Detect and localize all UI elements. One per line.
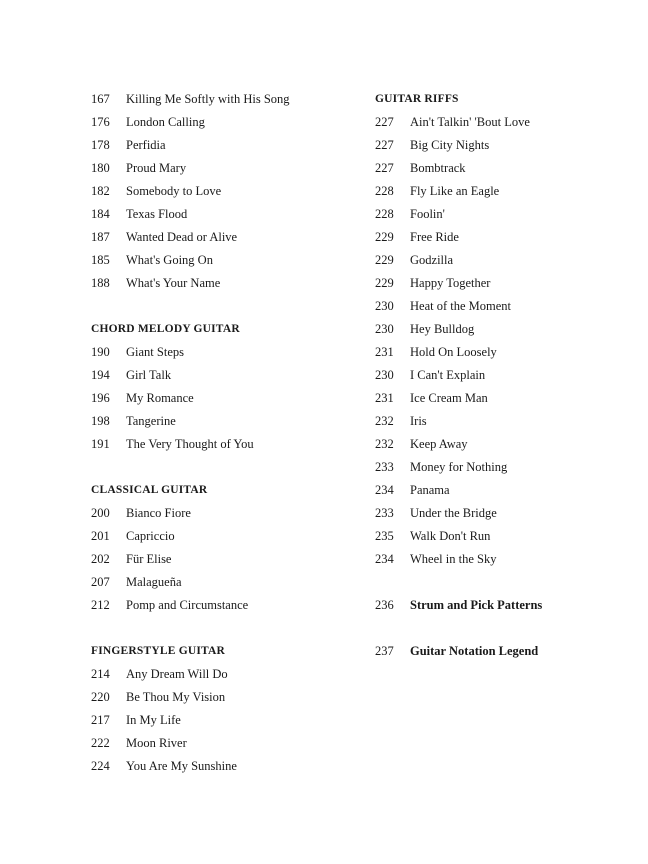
song-title: Hold On Loosely — [410, 345, 497, 359]
page-number: 235 — [375, 529, 394, 543]
toc-entry[interactable] — [375, 134, 615, 157]
page-number: 217 — [91, 713, 110, 727]
song-title: Iris — [410, 414, 427, 428]
page-number: 201 — [91, 529, 110, 543]
song-title: I Can't Explain — [410, 368, 486, 382]
song-title: Killing Me Softly with His Song — [126, 92, 290, 106]
page-number: 222 — [91, 736, 110, 750]
page-number: 198 — [91, 414, 110, 428]
page-number: 207 — [91, 575, 110, 589]
song-title: Under the Bridge — [410, 506, 497, 520]
section-spacer — [375, 571, 615, 594]
song-title: Malagueña — [126, 575, 182, 589]
song-title: Giant Steps — [126, 345, 184, 359]
toc-entry[interactable] — [375, 111, 615, 134]
song-title: Free Ride — [410, 230, 459, 244]
song-title: Texas Flood — [126, 207, 188, 221]
toc-entry[interactable] — [91, 341, 351, 364]
toc-entry[interactable] — [375, 226, 615, 249]
page-number: 232 — [375, 437, 394, 451]
song-title: What's Your Name — [126, 276, 221, 290]
song-title: Capriccio — [126, 529, 175, 543]
toc-entry[interactable] — [375, 525, 615, 548]
song-title: Big City Nights — [410, 138, 490, 152]
section-classical-guitar — [91, 479, 351, 617]
toc-entry[interactable] — [91, 502, 351, 525]
toc-entry[interactable] — [91, 732, 351, 755]
page-number: 232 — [375, 414, 394, 428]
song-title: Somebody to Love — [126, 184, 222, 198]
song-title: Moon River — [126, 736, 187, 750]
section-spacer — [91, 617, 351, 640]
page-number: 230 — [375, 299, 394, 313]
page-number: 231 — [375, 391, 394, 405]
page-number: 200 — [91, 506, 110, 520]
song-title: Girl Talk — [126, 368, 172, 382]
section-heading: CLASSICAL GUITAR — [91, 484, 208, 496]
toc-entry-strum-and-pick-patterns[interactable] — [375, 594, 615, 617]
toc-entry[interactable] — [375, 318, 615, 341]
page-number: 234 — [375, 552, 394, 566]
section-spacer — [91, 456, 351, 479]
top-entries-list — [91, 88, 351, 295]
toc-entry[interactable] — [91, 180, 351, 203]
toc-entry[interactable] — [91, 525, 351, 548]
toc-entry[interactable] — [91, 226, 351, 249]
toc-entry[interactable] — [375, 272, 615, 295]
toc-entry[interactable] — [375, 341, 615, 364]
toc-entry-guitar-notation-legend[interactable] — [375, 640, 615, 663]
toc-entry[interactable] — [91, 709, 351, 732]
song-title: What's Going On — [126, 253, 213, 267]
song-title: Panama — [410, 483, 450, 497]
toc-entry[interactable] — [375, 249, 615, 272]
song-title: The Very Thought of You — [126, 437, 254, 451]
toc-entry[interactable] — [375, 479, 615, 502]
section-chord-melody-guitar — [91, 318, 351, 456]
toc-entry[interactable] — [91, 686, 351, 709]
toc-entry[interactable] — [91, 548, 351, 571]
page-number: 214 — [91, 667, 110, 681]
toc-entry[interactable] — [375, 456, 615, 479]
section-heading: CHORD MELODY GUITAR — [91, 323, 240, 335]
song-title: London Calling — [126, 115, 205, 129]
page-number: 187 — [91, 230, 110, 244]
toc-entry[interactable] — [375, 157, 615, 180]
page-number: 230 — [375, 368, 394, 382]
page-number: 228 — [375, 207, 394, 221]
toc-entry[interactable] — [91, 157, 351, 180]
song-title: Hey Bulldog — [410, 322, 475, 336]
page-number: 233 — [375, 506, 394, 520]
song-title: Godzilla — [410, 253, 454, 267]
section-guitar-riffs — [375, 88, 615, 571]
toc-entry[interactable] — [375, 364, 615, 387]
page-number: 176 — [91, 115, 110, 129]
page-number: 180 — [91, 161, 110, 175]
page-number: 220 — [91, 690, 110, 704]
song-title: Wanted Dead or Alive — [126, 230, 238, 244]
song-title: My Romance — [126, 391, 194, 405]
song-title: Money for Nothing — [410, 460, 508, 474]
toc-entry[interactable] — [375, 387, 615, 410]
section-title: Strum and Pick Patterns — [410, 598, 543, 612]
song-title: In My Life — [126, 713, 181, 727]
song-title: Ice Cream Man — [410, 391, 488, 405]
toc-entry[interactable] — [91, 111, 351, 134]
page-number: 237 — [375, 644, 394, 658]
toc-entry[interactable] — [91, 88, 351, 111]
song-title: Proud Mary — [126, 161, 187, 175]
song-title: Happy Together — [410, 276, 491, 290]
toc-entry[interactable] — [91, 433, 351, 456]
song-title: Wheel in the Sky — [410, 552, 497, 566]
toc-entry[interactable] — [91, 272, 351, 295]
song-title: Fly Like an Eagle — [410, 184, 500, 198]
toc-entry[interactable] — [91, 410, 351, 433]
song-title: Bianco Fiore — [126, 506, 191, 520]
toc-entry[interactable] — [375, 433, 615, 456]
page-number: 233 — [375, 460, 394, 474]
page-number: 178 — [91, 138, 110, 152]
page-number: 236 — [375, 598, 394, 612]
song-title: Heat of the Moment — [410, 299, 512, 313]
song-title: Be Thou My Vision — [126, 690, 226, 704]
toc-entry[interactable] — [91, 249, 351, 272]
page-number: 229 — [375, 276, 394, 290]
toc-entry[interactable] — [375, 548, 615, 571]
page-number: 167 — [91, 92, 110, 106]
toc-entry[interactable] — [91, 134, 351, 157]
toc-entry[interactable] — [91, 663, 351, 686]
toc-entry[interactable] — [91, 594, 351, 617]
page-number: 229 — [375, 230, 394, 244]
page-number: 230 — [375, 322, 394, 336]
page-number: 191 — [91, 437, 110, 451]
page-number: 188 — [91, 276, 110, 290]
section-heading: FINGERSTYLE GUITAR — [91, 645, 226, 657]
toc-entry[interactable] — [91, 755, 351, 778]
section-spacer — [375, 617, 615, 640]
page-number: 234 — [375, 483, 394, 497]
page-number: 202 — [91, 552, 110, 566]
song-title: Keep Away — [410, 437, 468, 451]
toc-entry[interactable] — [375, 410, 615, 433]
page-number: 212 — [91, 598, 110, 612]
song-title: Für Elise — [126, 552, 172, 566]
song-title: Tangerine — [126, 414, 176, 428]
song-title: Any Dream Will Do — [126, 667, 228, 681]
toc-entry[interactable] — [91, 571, 351, 594]
toc-entry[interactable] — [375, 203, 615, 226]
page-number: 228 — [375, 184, 394, 198]
song-title: Pomp and Circumstance — [126, 598, 249, 612]
page-number: 227 — [375, 115, 394, 129]
song-title: Ain't Talkin' 'Bout Love — [410, 115, 530, 129]
page-number: 231 — [375, 345, 394, 359]
page-number: 224 — [91, 759, 110, 773]
toc-entry[interactable] — [375, 295, 615, 318]
page-number: 194 — [91, 368, 110, 382]
page-number: 185 — [91, 253, 110, 267]
page-number: 229 — [375, 253, 394, 267]
section-fingerstyle-guitar — [91, 640, 351, 778]
song-title: Walk Don't Run — [410, 529, 491, 543]
song-title: You Are My Sunshine — [126, 759, 237, 773]
page-number: 190 — [91, 345, 110, 359]
song-title: Foolin' — [410, 207, 445, 221]
toc-entry[interactable] — [91, 387, 351, 410]
right-column — [375, 88, 615, 663]
section-title: Guitar Notation Legend — [410, 644, 539, 658]
page-number: 227 — [375, 161, 394, 175]
section-spacer — [91, 295, 351, 318]
song-title: Bombtrack — [410, 161, 466, 175]
page-number: 227 — [375, 138, 394, 152]
song-title: Perfidia — [126, 138, 166, 152]
page-number: 182 — [91, 184, 110, 198]
toc-entry[interactable] — [91, 364, 351, 387]
section-heading: GUITAR RIFFS — [375, 93, 459, 105]
page-number: 196 — [91, 391, 110, 405]
page-number: 184 — [91, 207, 110, 221]
toc-entry[interactable] — [91, 203, 351, 226]
toc-entry[interactable] — [375, 502, 615, 525]
left-column — [91, 88, 351, 778]
toc-entry[interactable] — [375, 180, 615, 203]
